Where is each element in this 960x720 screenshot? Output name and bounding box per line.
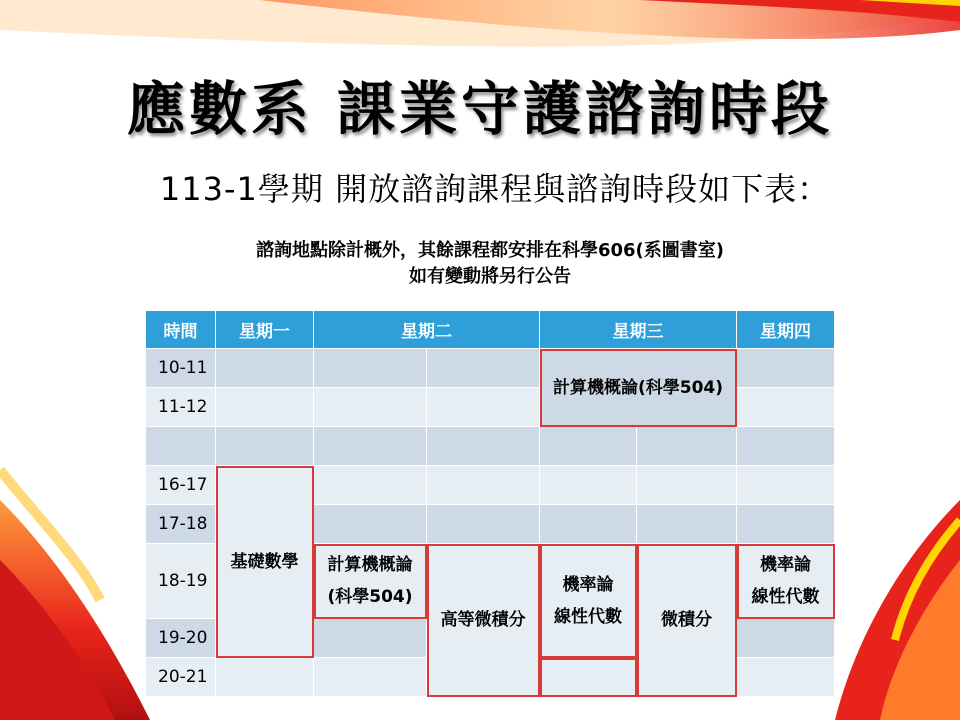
top-swoosh: [0, 0, 960, 47]
empty-cell: [737, 349, 835, 388]
time-cell: 18-19: [146, 544, 216, 619]
empty-cell: [314, 505, 427, 544]
course-wed-probability: [540, 544, 637, 658]
empty-cell: [314, 619, 427, 658]
empty-cell: [637, 466, 737, 505]
left-swoosh: [0, 470, 150, 720]
empty-cell: [427, 505, 540, 544]
course-mon-basic-math: 基礎數學: [216, 466, 314, 658]
right-swoosh: [835, 500, 960, 720]
course-line: 線性代數: [751, 587, 820, 607]
empty-cell: [216, 349, 314, 388]
location-note: 諮詢地點除計概外，其餘課程都安排在科學606(系圖書室): [255, 240, 725, 261]
empty-cell: [314, 658, 427, 697]
header-thursday: 星期四: [737, 311, 835, 349]
time-cell: 16-17: [146, 466, 216, 505]
empty-cell: [737, 505, 835, 544]
time-cell: [146, 427, 216, 466]
empty-cell: [737, 466, 835, 505]
empty-cell: [314, 349, 427, 388]
empty-cell: [314, 466, 427, 505]
course-tue-intro-computer: [314, 544, 427, 619]
empty-cell: [540, 466, 637, 505]
time-cell: 11-12: [146, 388, 216, 427]
header-tuesday: 星期二: [314, 311, 540, 349]
header-time: 時間: [146, 311, 216, 349]
empty-cell: [427, 466, 540, 505]
schedule-table: [145, 310, 835, 697]
empty-cell: [216, 427, 314, 466]
table-row: [146, 349, 835, 388]
course-line: (科學504): [327, 587, 413, 607]
empty-cell: [427, 427, 540, 466]
empty-cell: [737, 388, 835, 427]
empty-cell: [427, 349, 540, 388]
course-line: 機率論: [760, 555, 811, 575]
header-row: [146, 311, 835, 349]
empty-cell: [737, 619, 835, 658]
header-wednesday: 星期三: [540, 311, 737, 349]
course-wed-calculus: 微積分: [637, 544, 737, 697]
header-monday: 星期一: [216, 311, 314, 349]
time-cell: 19-20: [146, 619, 216, 658]
empty-cell: [216, 658, 314, 697]
empty-cell: [737, 427, 835, 466]
course-wed-intro-computer: 計算機概論(科學504): [540, 349, 737, 427]
table-row: [146, 466, 835, 505]
empty-cell: [637, 427, 737, 466]
empty-cell: [427, 388, 540, 427]
highlighted-empty-cell: [540, 658, 637, 697]
empty-cell: [637, 505, 737, 544]
table-row: [146, 427, 835, 466]
page-subtitle: 113-1學期 開放諮詢課程與諮詢時段如下表：: [159, 170, 831, 208]
time-cell: 10-11: [146, 349, 216, 388]
change-note: 如有變動將另行公告: [409, 266, 571, 287]
empty-cell: [314, 427, 427, 466]
course-tue-advanced-calculus: 高等微積分: [427, 544, 540, 697]
empty-cell: [540, 427, 637, 466]
page-title: 應數系 課業守護諮詢時段: [126, 75, 834, 143]
course-line: 線性代數: [554, 606, 622, 627]
empty-cell: [737, 658, 835, 697]
course-line: 計算機概論: [327, 555, 413, 575]
empty-cell: [216, 388, 314, 427]
time-cell: 17-18: [146, 505, 216, 544]
time-cell: 20-21: [146, 658, 216, 697]
course-thu-probability: [737, 544, 835, 619]
course-line: 機率論: [562, 574, 614, 595]
empty-cell: [314, 388, 427, 427]
empty-cell: [540, 505, 637, 544]
